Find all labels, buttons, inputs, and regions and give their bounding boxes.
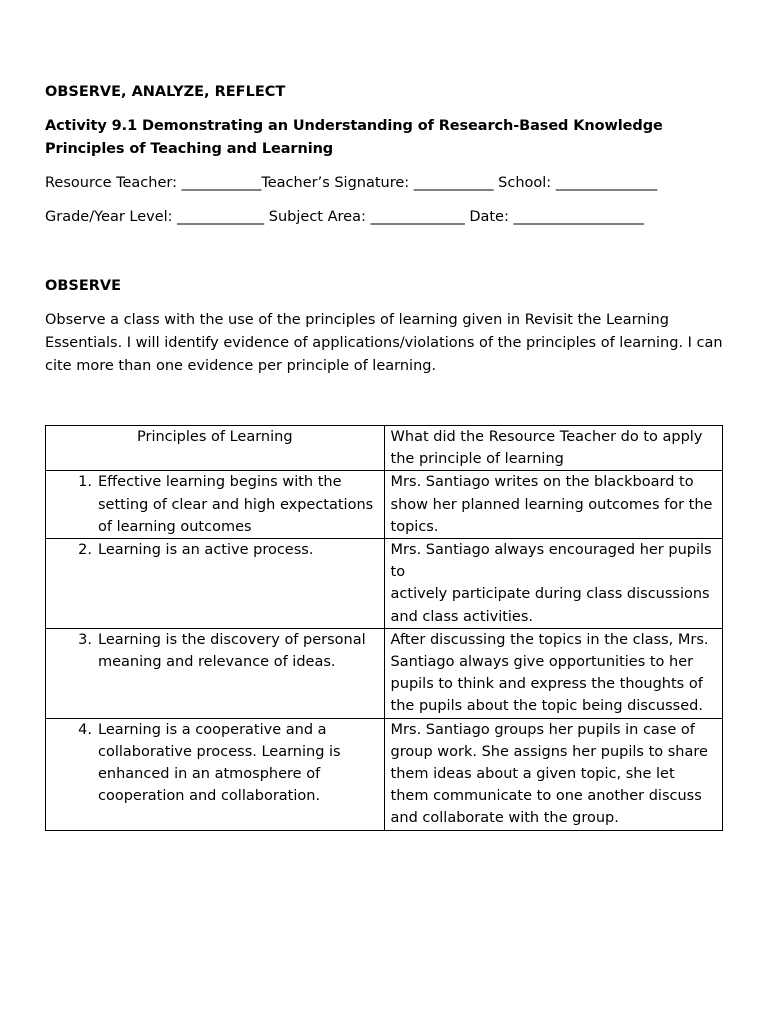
evidence-text: Mrs. Santiago groups her pupils in case of group work. She assigns her pupils to share them ideas about a given topic, she let them communicate to one another discuss and collaborate with the group. bbox=[390, 721, 708, 827]
table-row bbox=[46, 628, 723, 718]
evidence-text: After discussing the topics in the class, Mrs. Santiago always give opportunities to her pupils to think and express the thoughts of the pupils about the topic being discussed. bbox=[390, 631, 709, 715]
principle-cell bbox=[46, 471, 385, 539]
evidence-cell bbox=[384, 539, 722, 629]
principle-cell bbox=[46, 628, 385, 718]
row-number: 3. bbox=[78, 631, 92, 648]
table-row bbox=[46, 539, 723, 629]
header-cell-principles bbox=[46, 426, 385, 471]
principle-text: Effective learning begins with the setting of clear and high expectations of learning outcomes bbox=[98, 474, 374, 535]
principle-cell bbox=[46, 718, 385, 830]
table-row bbox=[46, 718, 723, 830]
evidence-text-line2: actively participate during class discussions and class activities. bbox=[390, 586, 710, 625]
section-title: OBSERVE, ANALYZE, REFLECT bbox=[45, 84, 286, 100]
row-number: 2. bbox=[78, 542, 92, 559]
observe-heading: OBSERVE bbox=[45, 278, 122, 294]
principle-text: Learning is a cooperative and a collaborative process. Learning is enhanced in an atmosphere of cooperation and collaboration. bbox=[98, 721, 341, 805]
table-row bbox=[46, 471, 723, 539]
header-teacher-action-label: What did the Resource Teacher do to apply the principle of learning bbox=[390, 429, 703, 468]
table-header-row bbox=[46, 426, 723, 471]
observe-instructions: Observe a class with the use of the principles of learning given in Revisit the Learning Essentials. I will identify evidence of applications/violations of the principles of learning. I can cite more than one evidence per principle of learning. bbox=[45, 312, 723, 374]
header-principles-label: Principles of Learning bbox=[137, 429, 293, 445]
principle-text: Learning is the discovery of personal meaning and relevance of ideas. bbox=[98, 631, 366, 671]
row-number: 1. bbox=[78, 474, 92, 491]
evidence-cell bbox=[384, 628, 722, 718]
row-number: 4. bbox=[78, 721, 92, 738]
evidence-text: Mrs. Santiago writes on the blackboard to show her planned learning outcomes for the topics. bbox=[390, 474, 713, 535]
evidence-cell bbox=[384, 471, 722, 539]
fields-line-teacher-signature-school: Resource Teacher: ___________Teacher’s Signature: ___________ School: ______________ bbox=[45, 175, 658, 191]
principle-text: Learning is an active process. bbox=[98, 542, 314, 559]
fields-line-grade-subject-date: Grade/Year Level: ____________ Subject Area: _____________ Date: __________________ bbox=[45, 209, 644, 225]
principles-table bbox=[45, 425, 723, 831]
evidence-cell bbox=[384, 718, 722, 830]
activity-title: Activity 9.1 Demonstrating an Understanding of Research-Based Knowledge Principles of Teaching and Learning bbox=[45, 118, 663, 157]
evidence-text-line1: Mrs. Santiago always encouraged her pupils to bbox=[390, 542, 712, 581]
header-cell-teacher-action bbox=[384, 426, 722, 471]
principle-cell bbox=[46, 539, 385, 629]
